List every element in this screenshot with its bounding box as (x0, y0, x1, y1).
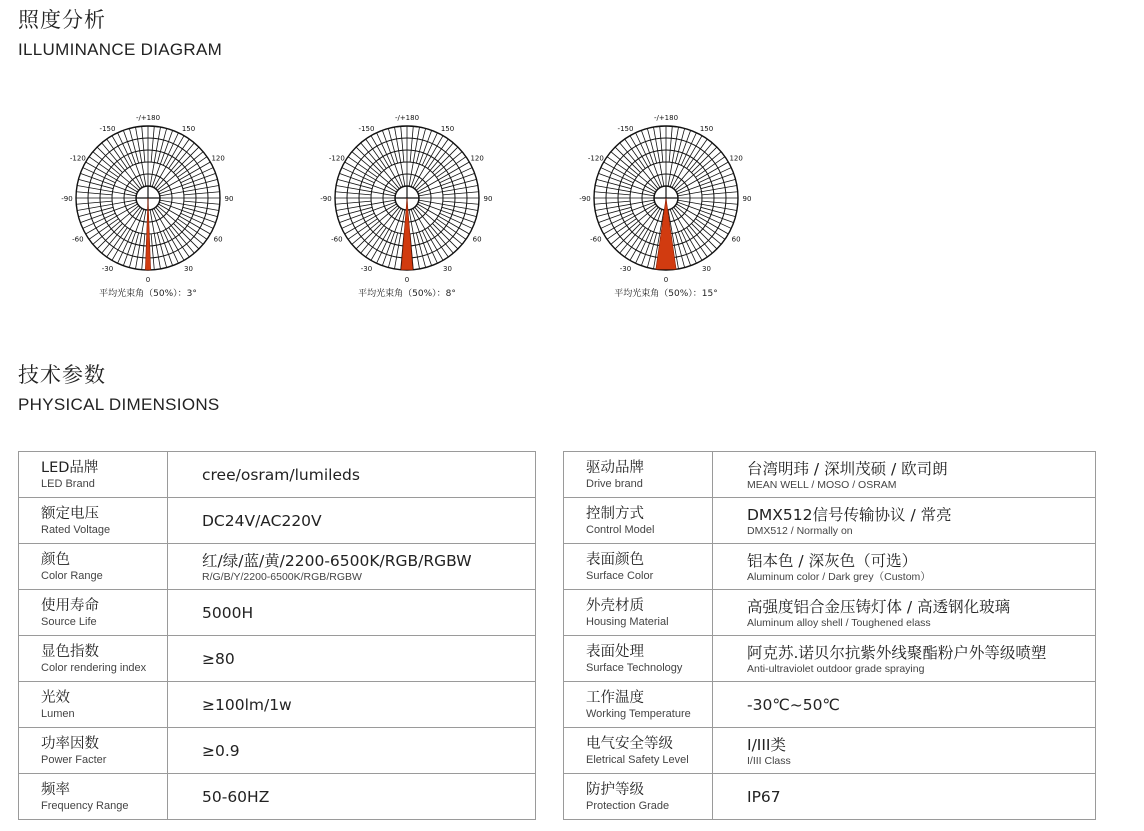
polar-angle-label: -60 (331, 235, 343, 244)
spec-value: DC24V/AC220V (202, 511, 322, 530)
polar-spoke (416, 152, 462, 191)
polar-spoke (366, 227, 387, 256)
polar-spoke (76, 192, 112, 195)
polar-angle-label: -150 (99, 124, 116, 133)
polar-spoke (107, 139, 128, 168)
polar-spoke (78, 207, 113, 216)
polar-spoke (183, 179, 218, 188)
physical-title-zh: 技术参数 (18, 363, 106, 387)
polar-spoke (388, 128, 397, 163)
polar-spoke (335, 192, 371, 195)
polar-angle-label: 90 (742, 195, 752, 203)
spec-value-en: MEAN WELL / MOSO / OSRAM (747, 479, 897, 491)
polar-spoke (675, 128, 684, 163)
spec-value-en: Anti-ultraviolet outdoor grade spraying (747, 663, 925, 675)
spec-label-cell (19, 452, 168, 498)
spec-label-cell (564, 452, 713, 498)
polar-spoke (169, 139, 190, 168)
spec-label-en: Housing Material (586, 615, 669, 628)
spec-value-en: R/G/B/Y/2200-6500K/RGB/RGBW (202, 571, 362, 583)
polar-spoke (611, 206, 657, 245)
polar-diagram (566, 100, 766, 310)
polar-spoke (156, 143, 195, 189)
polar-angle-label: 0 (663, 276, 669, 284)
polar-spoke (428, 139, 449, 168)
spec-value-cell (168, 544, 536, 590)
spec-value-cell (713, 544, 1096, 590)
spec-label-zh: 防护等级 (586, 781, 644, 798)
spec-row (564, 682, 1096, 728)
polar-spoke (335, 201, 371, 204)
polar-angle-label: -90 (579, 195, 591, 203)
spec-label-cell (19, 544, 168, 590)
spec-table-right (563, 451, 1096, 820)
polar-spoke (607, 219, 636, 240)
spec-label-en: Color rendering index (41, 661, 147, 674)
spec-label-en: Power Facter (41, 753, 107, 766)
polar-spoke (93, 206, 139, 245)
polar-spoke (625, 227, 646, 256)
spec-label-zh: 光效 (41, 689, 70, 706)
spec-row (19, 682, 536, 728)
polar-angle-label: -120 (328, 154, 345, 163)
spec-label-en: Surface Technology (586, 661, 683, 674)
polar-angle-label: -90 (61, 195, 73, 203)
spec-label-zh: 表面处理 (586, 643, 644, 660)
spec-label-cell (564, 544, 713, 590)
illuminance-title-zh: 照度分析 (18, 8, 106, 32)
spec-label-en: Drive brand (586, 477, 643, 490)
spec-label-cell (564, 774, 713, 820)
polar-spoke (366, 139, 387, 168)
polar-angle-label: 150 (699, 124, 714, 133)
spec-value: 台湾明玮 / 深圳茂硕 / 欧司朗 (747, 460, 948, 478)
polar-angle-label: 120 (729, 154, 743, 163)
polar-spoke (674, 143, 713, 189)
spec-label-zh: 显色指数 (41, 643, 99, 660)
spec-label-en: LED Brand (41, 477, 95, 490)
polar-angle-label: 60 (213, 235, 223, 244)
polar-spoke (184, 192, 220, 195)
polar-spoke (436, 219, 465, 240)
polar-spoke (177, 219, 206, 240)
spec-value: 红/绿/蓝/黄/2200-6500K/RGB/RGBW (202, 552, 472, 570)
polar-spoke (169, 227, 190, 256)
spec-value-en: DMX512 / Normally on (747, 525, 853, 537)
polar-angle-label: 120 (211, 154, 225, 163)
polar-spoke (695, 219, 724, 240)
polar-spoke (361, 143, 400, 189)
spec-value-cell (713, 682, 1096, 728)
polar-spoke (352, 206, 398, 245)
polar-angle-label: -30 (619, 265, 632, 274)
polar-spoke (687, 227, 708, 256)
illuminance-heading (18, 4, 222, 60)
polar-angle-label: -60 (72, 235, 84, 244)
spec-label-cell (564, 728, 713, 774)
spec-value-cell (713, 636, 1096, 682)
polar-spoke (596, 179, 631, 188)
spec-label-zh: 驱动品牌 (586, 459, 644, 476)
spec-row (564, 544, 1096, 590)
polar-spoke (687, 139, 708, 168)
polar-spoke (102, 207, 141, 253)
polar-spoke (151, 126, 154, 162)
polar-spoke (102, 143, 141, 189)
polar-diagram (48, 100, 248, 310)
polar-spoke (177, 157, 206, 178)
polar-spoke (416, 128, 425, 163)
polar-spoke (443, 192, 479, 195)
spec-label-en: Frequency Range (41, 799, 129, 812)
polar-spoke (142, 234, 145, 270)
spec-value: 高强度铝合金压铸灯体 / 高透钢化玻璃 (747, 598, 1011, 616)
spec-label-zh: 控制方式 (586, 505, 644, 522)
polar-spoke (620, 143, 659, 189)
spec-value-cell (713, 590, 1096, 636)
spec-value: ≥0.9 (202, 741, 240, 760)
polar-angle-label: 150 (181, 124, 196, 133)
spec-value: 铝本色 / 深灰色（可选） (747, 552, 918, 570)
spec-row (19, 452, 536, 498)
spec-value: ≥80 (202, 649, 235, 668)
polar-spoke (647, 233, 656, 268)
polar-spoke (701, 179, 736, 188)
spec-label-en: Color Range (41, 569, 103, 582)
polar-spoke (78, 179, 113, 188)
spec-row (19, 498, 536, 544)
polar-spoke (660, 126, 663, 162)
spec-label-en: Eletrical Safety Level (586, 753, 689, 766)
spec-label-en: Protection Grade (586, 799, 670, 812)
polar-spoke (184, 201, 220, 204)
polar-angle-label: 150 (440, 124, 455, 133)
spec-row (564, 590, 1096, 636)
polar-chart (48, 100, 248, 285)
polar-spoke (695, 157, 724, 178)
polar-chart (307, 100, 507, 285)
spec-label-zh: 额定电压 (41, 505, 99, 522)
spec-value: 5000H (202, 603, 254, 622)
spec-label-en: Lumen (41, 707, 75, 720)
polar-spoke (428, 227, 449, 256)
spec-label-en: Control Model (586, 523, 655, 536)
polar-angle-label: 30 (443, 265, 452, 274)
polar-spoke (669, 126, 672, 162)
polar-spoke (436, 157, 465, 178)
spec-row (19, 728, 536, 774)
polar-spoke (157, 206, 203, 245)
polar-angle-label: 90 (224, 195, 234, 203)
spec-value-cell (713, 728, 1096, 774)
spec-label-en: Source Life (41, 615, 97, 628)
spec-value-cell (168, 774, 536, 820)
spec-value: cree/osram/lumileds (202, 465, 360, 484)
polar-spoke (142, 126, 145, 162)
polar-spoke (157, 128, 166, 163)
spec-value: -30℃~50℃ (747, 695, 840, 714)
spec-value-cell (713, 498, 1096, 544)
spec-label-zh: 颜色 (41, 551, 70, 568)
polar-spoke (157, 152, 203, 191)
polar-spoke (594, 192, 630, 195)
polar-spoke (675, 206, 721, 245)
polar-spoke (348, 157, 377, 178)
beam-angle-caption: 平均光束角（50%）：8° (358, 289, 456, 299)
spec-value: I/III类 (747, 736, 787, 754)
polar-angle-label: 0 (145, 276, 151, 284)
spec-label-zh: 电气安全等级 (586, 735, 673, 752)
polar-angle-label: 30 (702, 265, 711, 274)
polar-spoke (89, 219, 118, 240)
spec-value: DMX512信号传输协议 / 常亮 (747, 506, 952, 524)
polar-spoke (607, 157, 636, 178)
polar-spoke (442, 179, 477, 188)
spec-label-zh: 工作温度 (586, 689, 644, 706)
spec-value-en: I/III Class (747, 755, 791, 767)
spec-row (564, 728, 1096, 774)
polar-spoke (596, 207, 631, 216)
polar-spoke (361, 207, 400, 253)
polar-angle-label: -120 (69, 154, 86, 163)
spec-value-cell (168, 590, 536, 636)
spec-label-zh: 使用寿命 (41, 597, 99, 614)
spec-row (19, 774, 536, 820)
physical-heading (18, 359, 220, 415)
polar-angle-label: -/+180 (394, 114, 420, 122)
polar-spoke (620, 207, 659, 253)
polar-spoke (93, 152, 139, 191)
polar-spoke (702, 201, 738, 204)
beam-angle-caption: 平均光束角（50%）：3° (99, 289, 197, 299)
spec-value-cell (168, 636, 536, 682)
physical-title-en: PHYSICAL DIMENSIONS (18, 395, 220, 414)
spec-value: ≥100lm/1w (202, 695, 292, 714)
polar-angle-label: -120 (587, 154, 604, 163)
spec-value: 阿克苏.诺贝尔抗紫外线聚酯粉户外等级喷塑 (747, 644, 1047, 662)
polar-spoke (675, 152, 721, 191)
polar-spoke (443, 201, 479, 204)
spec-row (564, 636, 1096, 682)
polar-spoke (89, 157, 118, 178)
polar-diagram (307, 100, 507, 310)
spec-value-cell (168, 728, 536, 774)
polar-angle-label: 0 (404, 276, 410, 284)
spec-row (19, 544, 536, 590)
polar-spoke (675, 233, 684, 268)
spec-label-zh: 表面颜色 (586, 551, 644, 568)
spec-label-cell (19, 498, 168, 544)
polar-angle-label: -150 (358, 124, 375, 133)
polar-spoke (647, 128, 656, 163)
spec-label-zh: LED品牌 (41, 459, 99, 476)
polar-spoke (388, 233, 397, 268)
polar-spoke (129, 128, 138, 163)
spec-label-cell (19, 774, 168, 820)
spec-label-cell (564, 590, 713, 636)
polar-angle-label: -90 (320, 195, 332, 203)
polar-angle-label: -30 (101, 265, 114, 274)
spec-value-cell (168, 498, 536, 544)
polar-spoke (401, 126, 404, 162)
spec-value-cell (168, 452, 536, 498)
polar-spoke (594, 201, 630, 204)
spec-label-cell (564, 498, 713, 544)
polar-chart (566, 100, 766, 285)
polar-spoke (416, 206, 462, 245)
polar-spoke (76, 201, 112, 204)
spec-label-zh: 外壳材质 (586, 597, 644, 614)
spec-label-cell (19, 682, 168, 728)
polar-angle-label: 60 (472, 235, 482, 244)
spec-label-cell (19, 728, 168, 774)
polar-spoke (415, 207, 454, 253)
spec-label-en: Rated Voltage (41, 523, 111, 536)
polar-angle-label: 60 (731, 235, 741, 244)
spec-value-cell (713, 452, 1096, 498)
illuminance-diagrams (0, 100, 800, 310)
polar-spoke (157, 233, 166, 268)
polar-angle-label: 30 (184, 265, 193, 274)
polar-spoke (337, 179, 372, 188)
spec-row (564, 774, 1096, 820)
polar-spoke (156, 207, 195, 253)
spec-label-cell (19, 590, 168, 636)
spec-value: 50-60HZ (202, 787, 270, 806)
spec-label-cell (564, 682, 713, 728)
spec-value-en: Aluminum color / Dark grey（Custom） (747, 571, 931, 583)
illuminance-title-en: ILLUMINANCE DIAGRAM (18, 40, 223, 59)
polar-spoke (701, 207, 736, 216)
polar-spoke (348, 219, 377, 240)
spec-label-zh: 功率因数 (41, 735, 99, 752)
polar-spoke (415, 143, 454, 189)
polar-spoke (337, 207, 372, 216)
spec-label-cell (19, 636, 168, 682)
spec-row (564, 498, 1096, 544)
polar-spoke (702, 192, 738, 195)
spec-label-cell (564, 636, 713, 682)
polar-spoke (107, 227, 128, 256)
polar-angle-label: -150 (617, 124, 634, 133)
polar-spoke (129, 233, 138, 268)
polar-spoke (183, 207, 218, 216)
polar-spoke (352, 152, 398, 191)
spec-label-en: Working Temperature (586, 707, 691, 720)
polar-spoke (151, 234, 154, 270)
spec-label-en: Surface Color (586, 569, 654, 582)
polar-spoke (611, 152, 657, 191)
polar-angle-label: 120 (470, 154, 484, 163)
spec-row (19, 636, 536, 682)
polar-spoke (674, 207, 713, 253)
spec-row (19, 590, 536, 636)
spec-label-zh: 频率 (41, 781, 70, 798)
spec-value-en: Aluminum alloy shell / Toughened elass (747, 617, 931, 629)
polar-angle-label: 90 (483, 195, 493, 203)
polar-angle-label: -/+180 (135, 114, 161, 122)
spec-row (564, 452, 1096, 498)
spec-table-left (18, 451, 536, 820)
polar-spoke (625, 139, 646, 168)
spec-value-cell (168, 682, 536, 728)
polar-spoke (442, 207, 477, 216)
polar-spoke (410, 126, 413, 162)
beam-angle-caption: 平均光束角（50%）：15° (614, 289, 718, 299)
spec-value: IP67 (747, 787, 781, 806)
polar-angle-label: -/+180 (653, 114, 679, 122)
polar-angle-label: -30 (360, 265, 373, 274)
spec-value-cell (713, 774, 1096, 820)
polar-angle-label: -60 (590, 235, 602, 244)
polar-spoke (416, 233, 425, 268)
